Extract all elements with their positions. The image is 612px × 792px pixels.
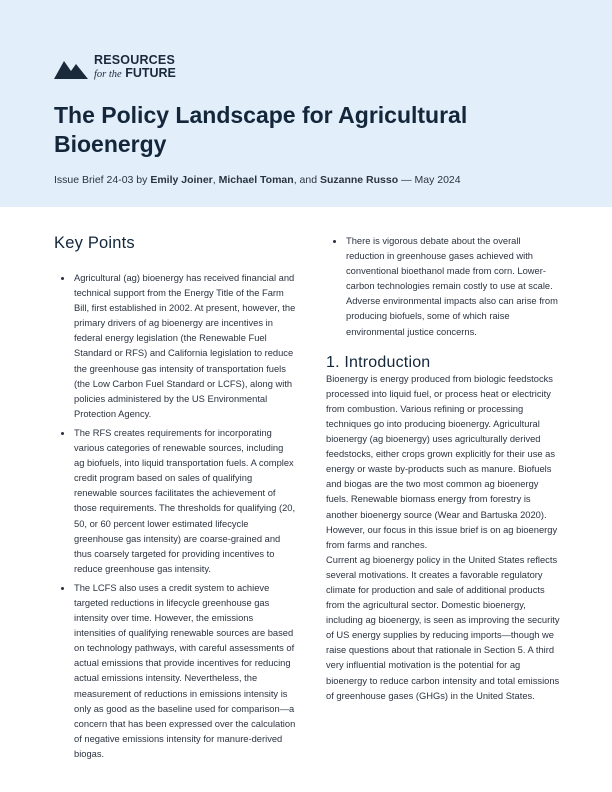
logo-text-future: for the FUTURE [94,66,176,80]
body-paragraph: Current ag bioenergy policy in the United States reflects several motivations. It creates a favorable regulatory climate for production and sale of additional products from the agricultural sector. Domestic bioenergy, including ag bioenergy, is seen as improving the security of US energy supplies by reducing imports—though we raise questions about that rationale in Section 5. A third very influential motivation is the potential for ag bioenergy to reduce carbon intensity and total emissions of greenhouse gases (GHGs) in the United States. [326,554,560,701]
author-link: Michael Toman [218,174,294,186]
list-item: Agricultural (ag) bioenergy has received financial and technical support from the Energy Title of the Farm Bill, first established in 2002. At present, however, the primary drivers of ag bioenergy are incentives in federal energy legislation (the Renewable Fuel Standard or RFS) and California legislation to reduce the greenhouse gas intensity of transportation fuels (the Low Carbon Fuel Standard or LCFS), along with policies administered by the US Environmental Protection Agency. [54,271,296,422]
key-points-list [54,271,296,762]
bullet-icon [61,432,64,435]
header-banner [0,0,612,207]
list-item: There is vigorous debate about the overall reduction in greenhouse gases achieved with conventional bioethanol made from corn. Lower-carbon technologies remain costly to use at scale. Adverse environmental impacts also can arise from producing biofuels, some of which raise environmental justice concerns. [326,234,560,340]
page-title: The Policy Landscape for Agricultural Bioenergy [54,102,468,157]
body-paragraph: Bioenergy is energy produced from biologic feedstocks processed into liquid fuel, or process heat or electricity from combustion. Various refining or processing techniques go into producing bioenergy. Agricultural bioenergy (ag bioenergy) uses agriculturally derived feedstocks, either crops grown explicitly for their use as energy or waste by-products such as manure. Biofuels and biogas are the two most common ag bioenergy fuels. Renewable biomass energy from forestry is another bioenergy source (Wear and Bartuska 2020). However, our focus in this issue brief is on ag bioenergy from farms and ranches. [326,373,558,550]
byline: Issue Brief 24-03 by Emily Joiner, Michael Toman, and Suzanne Russo — May 2024 [54,174,461,186]
left-column [54,234,296,766]
author-link: Emily Joiner [150,174,213,186]
bullet-icon [333,240,336,243]
key-points-list-continued [326,234,560,340]
rff-logo[interactable] [54,53,194,81]
list-item: The LCFS also uses a credit system to achieve targeted reductions in lifecycle greenhouse gas intensity over time. However, the emissions intensities of qualifying renewable sources are based on technology pathways, with careful assessments of actual emissions that provide incentives for reducing actual emissions intensity. Nevertheless, the measurement of reductions in emissions intensity is only as good as the baseline used for comparison—a concern that has been expressed over the calculation of negative emissions intensity for manure-derived biogas. [54,581,296,762]
key-points-heading: Key Points [54,234,135,252]
list-item: The RFS creates requirements for incorporating various categories of renewable sources, including ag biofuels, into liquid transportation fuels. A complex credit program based on sales of qualifying renewable sources facilitates the achievement of those requirements. The thresholds for qualifying (20, 50, or 60 percent lower estimated lifecycle greenhouse gas intensity) are coarse-grained and thus coarsely targeted for providing incentives to reduce greenhouse gas intensity. [54,426,296,577]
author-link: Suzanne Russo [319,174,399,186]
right-column [326,234,560,704]
mountain-logo-icon [54,57,88,79]
introduction-heading: 1. Introduction [326,353,431,371]
logo-text-resources: RESOURCES [94,53,175,67]
bullet-icon [61,277,64,280]
bullet-icon [61,587,64,590]
